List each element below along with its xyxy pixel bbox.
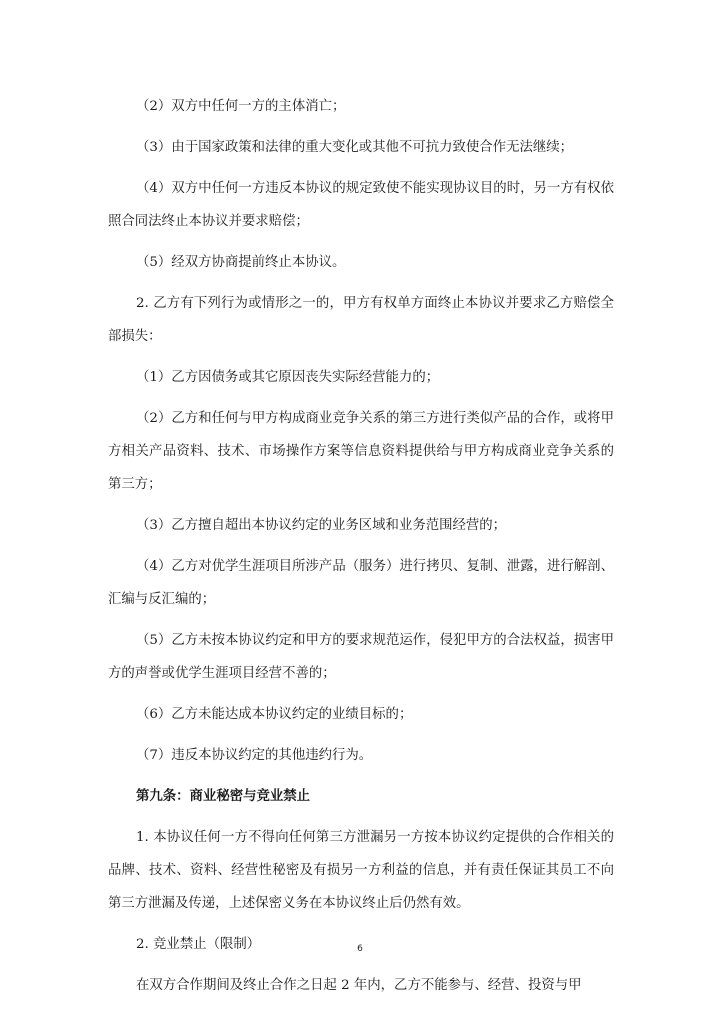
clause-paragraph: （2）乙方和任何与甲方构成商业竞争关系的第三方进行类似产品的合作，或将甲方相关产品资料、技术、市场操作方案等信息资料提供给与甲方构成商业竞争关系的第三方；	[108, 411, 614, 492]
clause-paragraph: （5）乙方未按本协议约定和甲方的要求规范运作，侵犯甲方的合法权益，损害甲方的声誉或优学生涯项目经营不善的；	[108, 633, 614, 681]
clause-paragraph: （2）双方中任何一方的主体消亡；	[136, 99, 346, 114]
page-number: 6	[357, 944, 363, 954]
clause-paragraph: （4）乙方对优学生涯项目所涉产品（服务）进行拷贝、复制、泄露，进行解剖、汇编与反汇编的；	[108, 559, 614, 607]
clause-paragraph: 在双方合作期间及终止合作之日起 2 年内，乙方不能参与、经营、投资与甲	[136, 978, 582, 993]
clause-paragraph: （3）乙方擅自超出本协议约定的业务区域和业务范围经营的；	[136, 518, 507, 533]
clause-paragraph: （5）经双方协商提前终止本协议。	[136, 255, 346, 270]
clause-paragraph: （6）乙方未能达成本协议约定的业绩目标的；	[136, 707, 413, 722]
clause-paragraph: （1）乙方因债务或其它原因丧失实际经营能力的；	[136, 370, 440, 385]
clause-paragraph: 1. 本协议任何一方不得向任何第三方泄漏另一方按本协议约定提供的合作相关的品牌、技术、资料、经营性秘密及有损另一方利益的信息，并有责任保证其员工不向第三方泄漏及传递，上述保密义务在本协议终止后仍然有效。	[108, 830, 614, 911]
section-heading: 第九条：商业秘密与竞业禁止	[136, 789, 311, 804]
clause-paragraph: （4）双方中任何一方违反本协议的规定致使不能实现协议目的时，另一方有权依照合同法终止本协议并要求赔偿；	[108, 181, 614, 229]
clause-paragraph: 2. 竞业禁止（限制）	[136, 937, 261, 952]
clause-paragraph: （3）由于国家政策和法律的重大变化或其他不可抗力致使合作无法继续；	[136, 140, 574, 155]
clause-paragraph: 2. 乙方有下列行为或情形之一的，甲方有权单方面终止本协议并要求乙方赔偿全部损失：	[108, 296, 614, 344]
document-page	[108, 90, 614, 1010]
clause-paragraph: （7）违反本协议约定的其他违约行为。	[136, 748, 373, 763]
